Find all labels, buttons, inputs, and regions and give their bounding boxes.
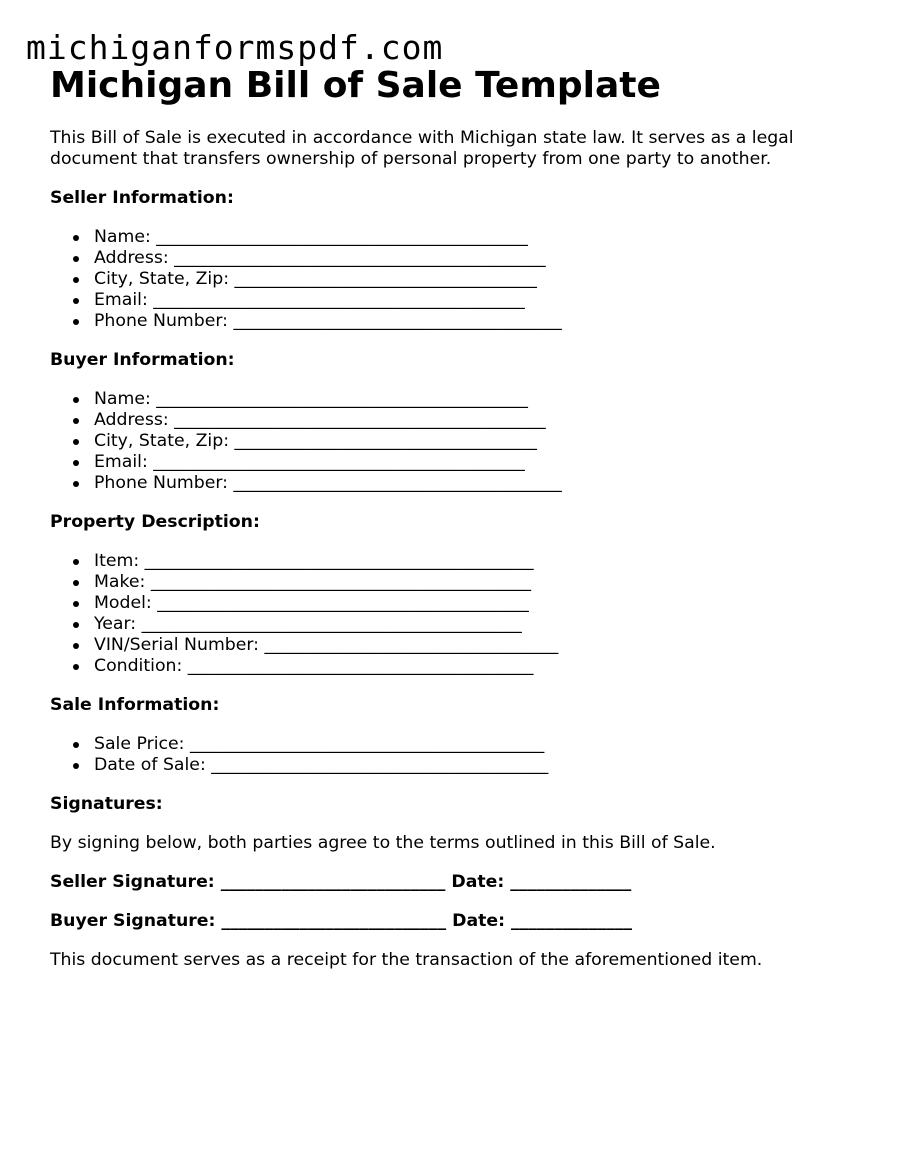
buyer-city-state-zip-field: City, State, Zip: ___________________________________	[50, 431, 870, 452]
seller-address-field: Address: ___________________________________________	[50, 248, 870, 269]
buyer-email-field: Email: ___________________________________________	[50, 452, 870, 473]
buyer-phone-field: Phone Number: ______________________________________	[50, 473, 870, 494]
property-model-field: Model: ___________________________________________	[50, 593, 870, 614]
seller-name-field: Name: ___________________________________________	[50, 227, 870, 248]
property-year-field: Year: ____________________________________________	[50, 614, 870, 635]
seller-email-field: Email: ___________________________________________	[50, 290, 870, 311]
seller-section-heading: Seller Information:	[50, 188, 234, 208]
property-make-field: Make: ____________________________________________	[50, 572, 870, 593]
document-title: Michigan Bill of Sale Template	[50, 65, 661, 106]
signatures-statement: By signing below, both parties agree to the terms outlined in this Bill of Sale.	[50, 833, 716, 853]
sale-fields-list	[50, 734, 870, 776]
sale-price-field: Sale Price: _________________________________________	[50, 734, 870, 755]
bill-of-sale-document	[50, 62, 870, 971]
buyer-fields-list	[50, 389, 870, 494]
seller-signature-line: Seller Signature: __________________________ Date: ______________	[50, 872, 632, 892]
signatures-section-heading: Signatures:	[50, 794, 163, 814]
closing-statement: This document serves as a receipt for the transaction of the aforementioned item.	[50, 950, 763, 970]
seller-phone-field: Phone Number: ______________________________________	[50, 311, 870, 332]
buyer-name-field: Name: ___________________________________________	[50, 389, 870, 410]
property-fields-list	[50, 551, 870, 677]
buyer-section-heading: Buyer Information:	[50, 350, 235, 370]
intro-paragraph: This Bill of Sale is executed in accordance with Michigan state law. It serves as a legal document that transfers ownership of personal property from one party to another.	[50, 128, 794, 169]
seller-fields-list	[50, 227, 870, 332]
buyer-signature-line: Buyer Signature: __________________________ Date: ______________	[50, 911, 632, 931]
property-item-field: Item: _____________________________________________	[50, 551, 870, 572]
property-vin-field: VIN/Serial Number: __________________________________	[50, 635, 870, 656]
property-section-heading: Property Description:	[50, 512, 260, 532]
property-condition-field: Condition: ________________________________________	[50, 656, 870, 677]
sale-date-field: Date of Sale: _______________________________________	[50, 755, 870, 776]
buyer-address-field: Address: ___________________________________________	[50, 410, 870, 431]
sale-section-heading: Sale Information:	[50, 695, 220, 715]
site-watermark: michiganformspdf.com	[26, 28, 444, 67]
seller-city-state-zip-field: City, State, Zip: ___________________________________	[50, 269, 870, 290]
